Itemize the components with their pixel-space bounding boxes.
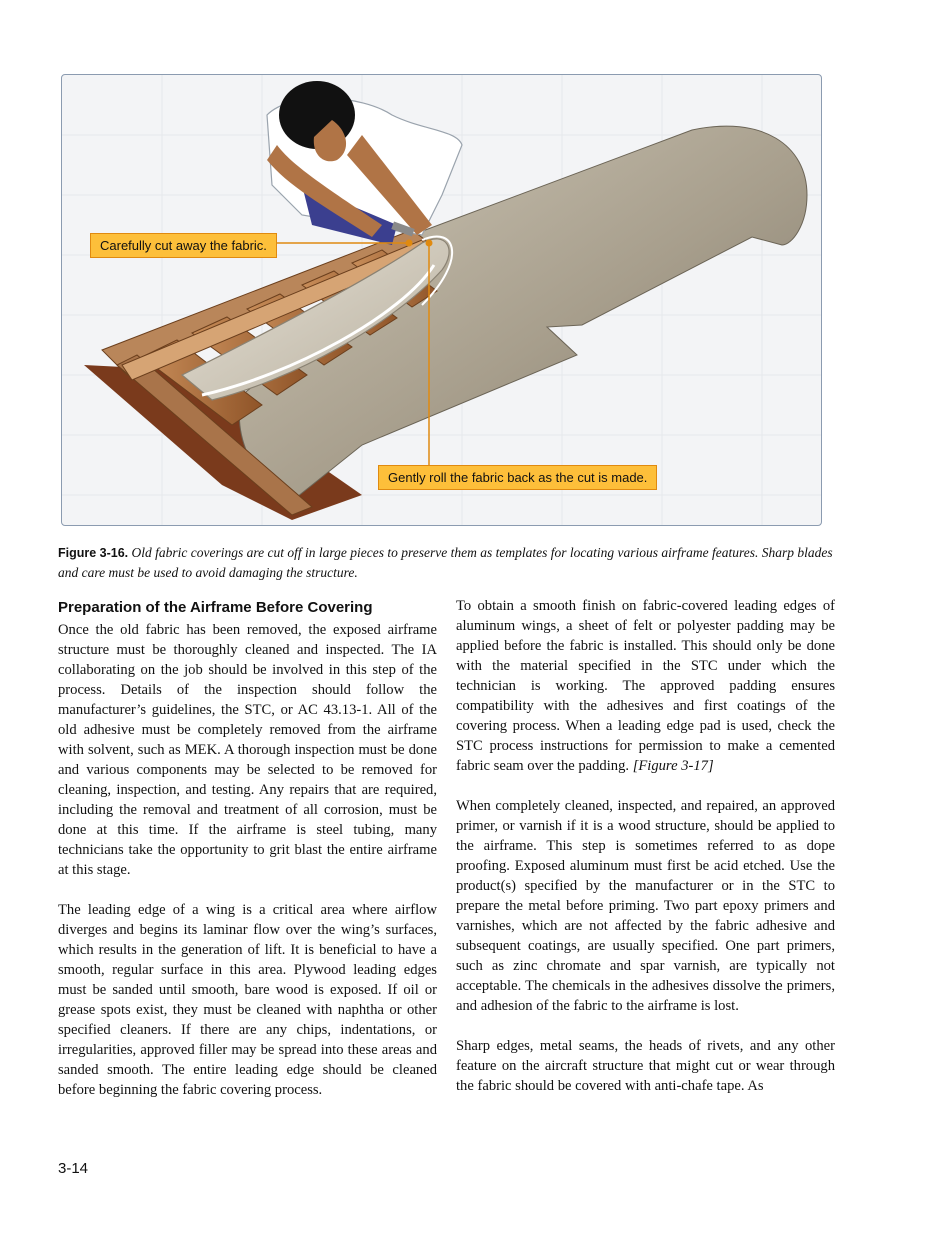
technician-figure [267, 81, 462, 245]
right-column [456, 596, 835, 1096]
page-number: 3-14 [58, 1160, 89, 1177]
paragraph: Sharp edges, metal seams, the heads of rivets, and any other feature on the aircraft structure that might cut or wear through the fabric should be covered with anti-chafe tape. As [456, 1038, 835, 1094]
figure-reference: [Figure 3-17] [632, 758, 714, 774]
callout-roll-fabric: Gently roll the fabric back as the cut is made. [378, 465, 657, 490]
figure-label: Figure 3-16. [58, 546, 129, 560]
callout-cut-fabric: Carefully cut away the fabric. [90, 233, 277, 258]
paragraph [456, 596, 835, 776]
paragraph-text: To obtain a smooth finish on fabric-covered leading edges of aluminum wings, a sheet of felt or polyester padding may be applied before the fabric is installed. This should only be done with the material specified in the STC under which the technician is working. The approved padding ensures compatibility with the adhesives and first coatings of the covering process. When a leading edge pad is used, check the STC process instructions for permission to make a cemented fabric seam over the padding. [456, 598, 835, 774]
paragraph: Once the old fabric has been removed, the exposed airframe structure must be thoroughly cleaned and inspected. The IA collaborating on the job should be involved in this step of the process. Details of the inspection should follow the manufacturer’s guidelines, the STC, or AC 43.13-1. All of the old adhesive must be completely removed from the airframe with solvent, such as MEK. A thorough inspection must be done and various components may be selected to be removed for cleaning, inspection, and testing. Any repairs that are required, including the removal and treatment of all corrosion, must be done at this time. If the airframe is steel tubing, many technicians take the opportunity to grit blast the entire airframe at this stage. [58, 622, 437, 878]
figure-caption [58, 543, 838, 583]
section-heading: Preparation of the Airframe Before Covering [58, 599, 373, 616]
paragraph: The leading edge of a wing is a critical area where airflow diverges and begins its laminar flow over the wing’s surfaces, which results in the generation of lift. It is beneficial to have a smooth, regular surface in this area. Plywood leading edges must be sanded until smooth, bare wood is exposed. If oil or grease spots exist, they must be cleaned with naphtha or other specified cleaners. If there are any chips, indentations, or irregularities, approved filler may be spread into these areas and sanded smooth. The entire leading edge should be cleaned before beginning the fabric covering process. [58, 902, 437, 1098]
callout-marker-roll [426, 240, 433, 247]
paragraph: When completely cleaned, inspected, and repaired, an approved primer, or varnish if it is a wood structure, should be applied to the airframe. This step is sometimes referred to as dope proofing. Exposed aluminum must first be acid etched. Use the product(s) specified by the manufacturer or in the STC to prepare the metal before priming. Two part epoxy primers and varnishes, which are not affected by the fabric adhesive and subsequent coatings, are usually specified. One part primers, such as zinc chromate and spar varnish, are typically not acceptable. The chemicals in the adhesives dissolve the primers, and adhesion of the fabric to the airframe is lost. [456, 798, 835, 1014]
figure-illustration [61, 74, 822, 526]
figure-caption-text: Old fabric coverings are cut off in large pieces to preserve them as templates for locating various airframe features. Sharp blades and care must be used to avoid damaging the structure. [58, 545, 833, 580]
wing-illustration [62, 75, 822, 526]
left-column [58, 596, 437, 1100]
callout-marker-cut [406, 240, 413, 247]
